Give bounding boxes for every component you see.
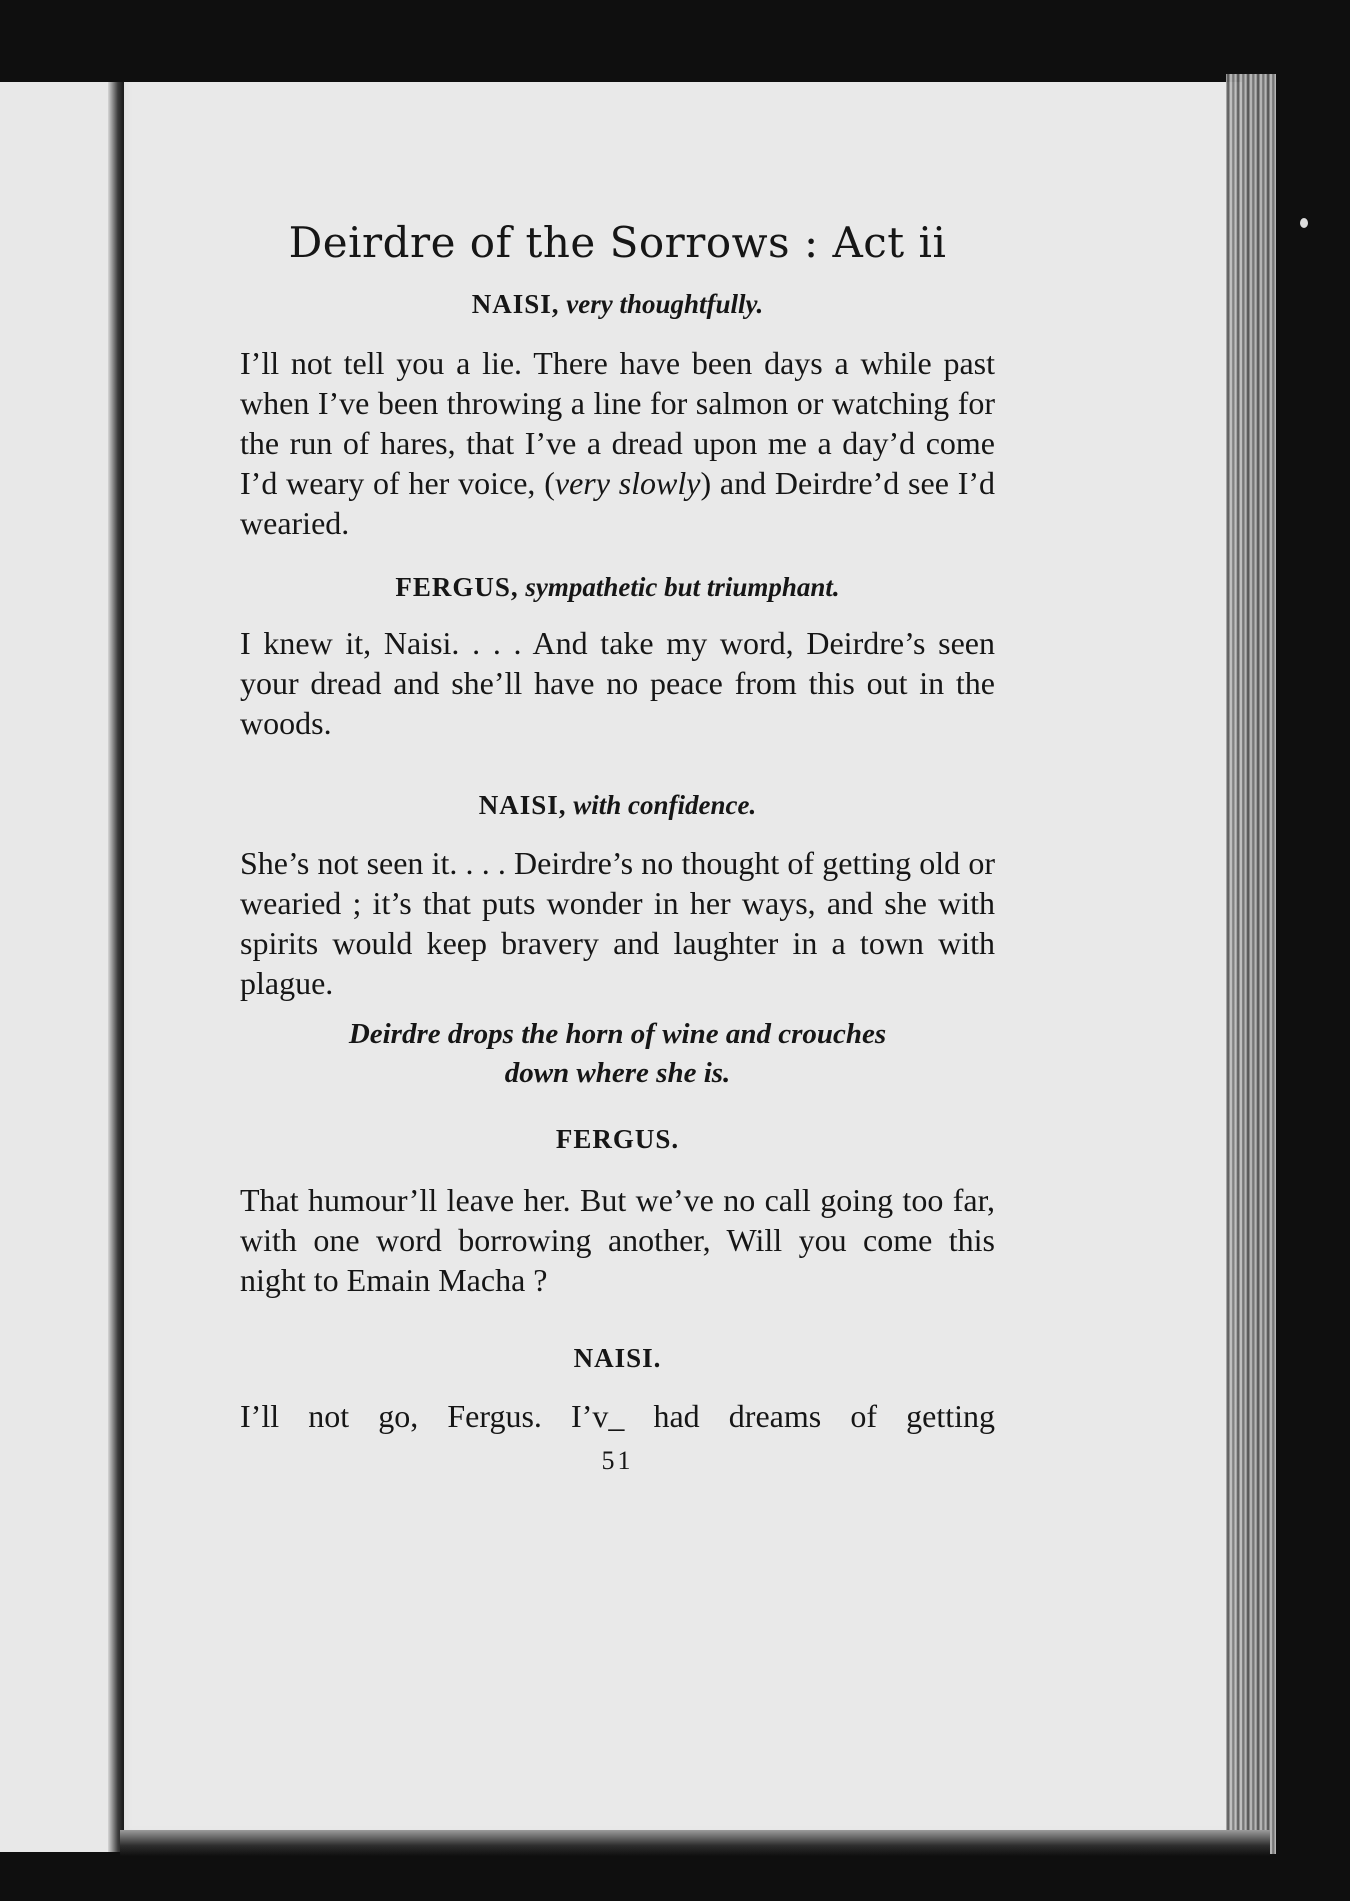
- running-head: Deirdre of the Sorrows : Act ii: [288, 218, 947, 267]
- speech-fergus-1: I knew it, Naisi. . . . And take my word, Deirdre’s seen your dread and she’ll have no peace from this out in the woods.: [240, 624, 995, 741]
- speech-naisi-3: I’ll not go, Fergus. I’v_ had dreams of getting: [240, 1398, 995, 1435]
- stage-direction: with confidence.: [573, 789, 757, 820]
- facing-page-edge: [0, 82, 120, 1852]
- speaker-name: NAISI,: [471, 289, 560, 320]
- speech-fergus-2: That humour’ll leave her. But we’ve no call going too far, with one word borrowing another, Will you come this night to Emain Macha ?: [240, 1181, 995, 1298]
- page-bottom-shadow: [120, 1830, 1270, 1856]
- stage-direction-line: down where she is.: [504, 1057, 731, 1090]
- page-number: 51: [601, 1446, 634, 1476]
- speech-text: I’ll not tell you a lie. There have been days a while past when I’ve been throwing a line for salmon or watching for the run of hares, that I’ve a dread upon me a day’d come I’d weary of her voice, (: [240, 344, 995, 501]
- speech-text: ) and Deirdre’d see I’d wearied.: [240, 464, 996, 541]
- speaker-heading-naisi-1: [240, 288, 995, 320]
- stage-direction: sympathetic but triumphant.: [525, 571, 840, 602]
- speaker-heading-fergus-2: [240, 1123, 995, 1155]
- speaker-heading-naisi-2: [240, 789, 995, 821]
- speech-naisi-2: She’s not seen it. . . . Deirdre’s no thought of getting old or wearied ; it’s that puts wonder in her ways, and she with spirits would keep bravery and laughter in a town with plague.: [240, 845, 995, 1002]
- speaker-name: FERGUS,: [395, 571, 519, 602]
- speech-naisi-1: [240, 343, 995, 543]
- speaker-name: NAISI.: [573, 1342, 662, 1373]
- inline-stage-direction: very slowly: [554, 464, 701, 501]
- stage-direction-block: [240, 1015, 995, 1093]
- scan-speck: [1300, 218, 1308, 228]
- page-edges-right: [1226, 74, 1276, 1854]
- speaker-heading-naisi-3: [240, 1342, 995, 1374]
- stage-direction: very thoughtfully.: [566, 289, 764, 320]
- page-text: [240, 220, 995, 1476]
- speaker-name: NAISI,: [478, 789, 567, 820]
- speaker-heading-fergus-1: [240, 571, 995, 603]
- speaker-name: FERGUS.: [555, 1124, 680, 1155]
- stage-direction-line: Deirdre drops the horn of wine and crouches: [348, 1018, 887, 1051]
